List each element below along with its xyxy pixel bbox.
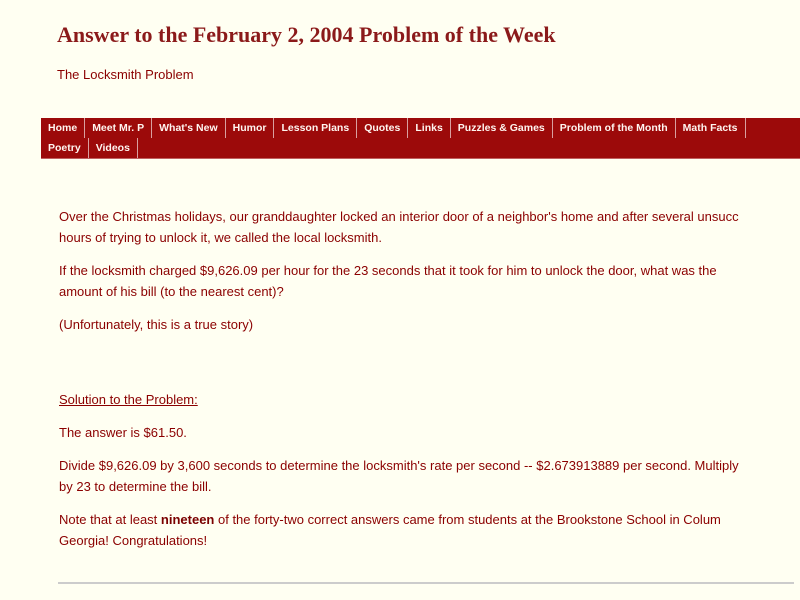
text-line: Divide $9,626.09 by 3,600 seconds to determine the locksmith's rate per second -- $2.673913889 per second. Multiply: [59, 458, 739, 473]
nav-link-puzzles-games[interactable]: Puzzles & Games: [451, 118, 553, 138]
solution-answer: The answer is $61.50.: [59, 425, 187, 440]
nav-link-videos[interactable]: Videos: [89, 138, 138, 158]
nav-link-math-facts[interactable]: Math Facts: [676, 118, 746, 138]
solution-congrats: [59, 509, 795, 551]
nav-link-meet-mr-p[interactable]: Meet Mr. P: [85, 118, 152, 138]
text-line: hours of trying to unlock it, we called the local locksmith.: [59, 230, 382, 245]
text-line: Note that at least: [59, 512, 161, 527]
nav-link-home[interactable]: Home: [41, 118, 85, 138]
nav-bar: [41, 118, 800, 159]
text-line: of the forty-two correct answers came from students at the Brookstone School in Colum: [214, 512, 721, 527]
nav-link-poetry[interactable]: Poetry: [41, 138, 89, 158]
text-line: Georgia! Congratulations!: [59, 533, 208, 548]
nav-link-problem-of-the-month[interactable]: Problem of the Month: [553, 118, 676, 138]
problem-note: (Unfortunately, this is a true story): [59, 317, 254, 332]
solution-heading: Solution to the Problem:: [59, 392, 198, 407]
text-line: If the locksmith charged $9,626.09 per hour for the 23 seconds that it took for him to unlock the door, what was the: [59, 263, 717, 278]
nav-link-links[interactable]: Links: [408, 118, 450, 138]
nav-link-humor[interactable]: Humor: [226, 118, 275, 138]
nav-row: [41, 138, 800, 158]
main-content: [59, 206, 795, 563]
text-line: by 23 to determine the bill.: [59, 479, 212, 494]
page-title: Answer to the February 2, 2004 Problem of the Week: [57, 22, 556, 47]
text-line: amount of his bill (to the nearest cent)?: [59, 284, 284, 299]
solution-explanation: [59, 455, 795, 497]
nav-row: [41, 118, 800, 138]
divider: [58, 582, 794, 584]
bold-word: nineteen: [160, 512, 215, 527]
text-line: Over the Christmas holidays, our granddaughter locked an interior door of a neighbor's home and after several unsucc: [59, 209, 739, 224]
page-subtitle: The Locksmith Problem: [57, 67, 194, 82]
problem-paragraph: [59, 206, 795, 248]
nav-link-lesson-plans[interactable]: Lesson Plans: [274, 118, 357, 138]
nav-link-what-s-new[interactable]: What's New: [152, 118, 226, 138]
problem-question: [59, 260, 795, 302]
nav-link-quotes[interactable]: Quotes: [357, 118, 408, 138]
